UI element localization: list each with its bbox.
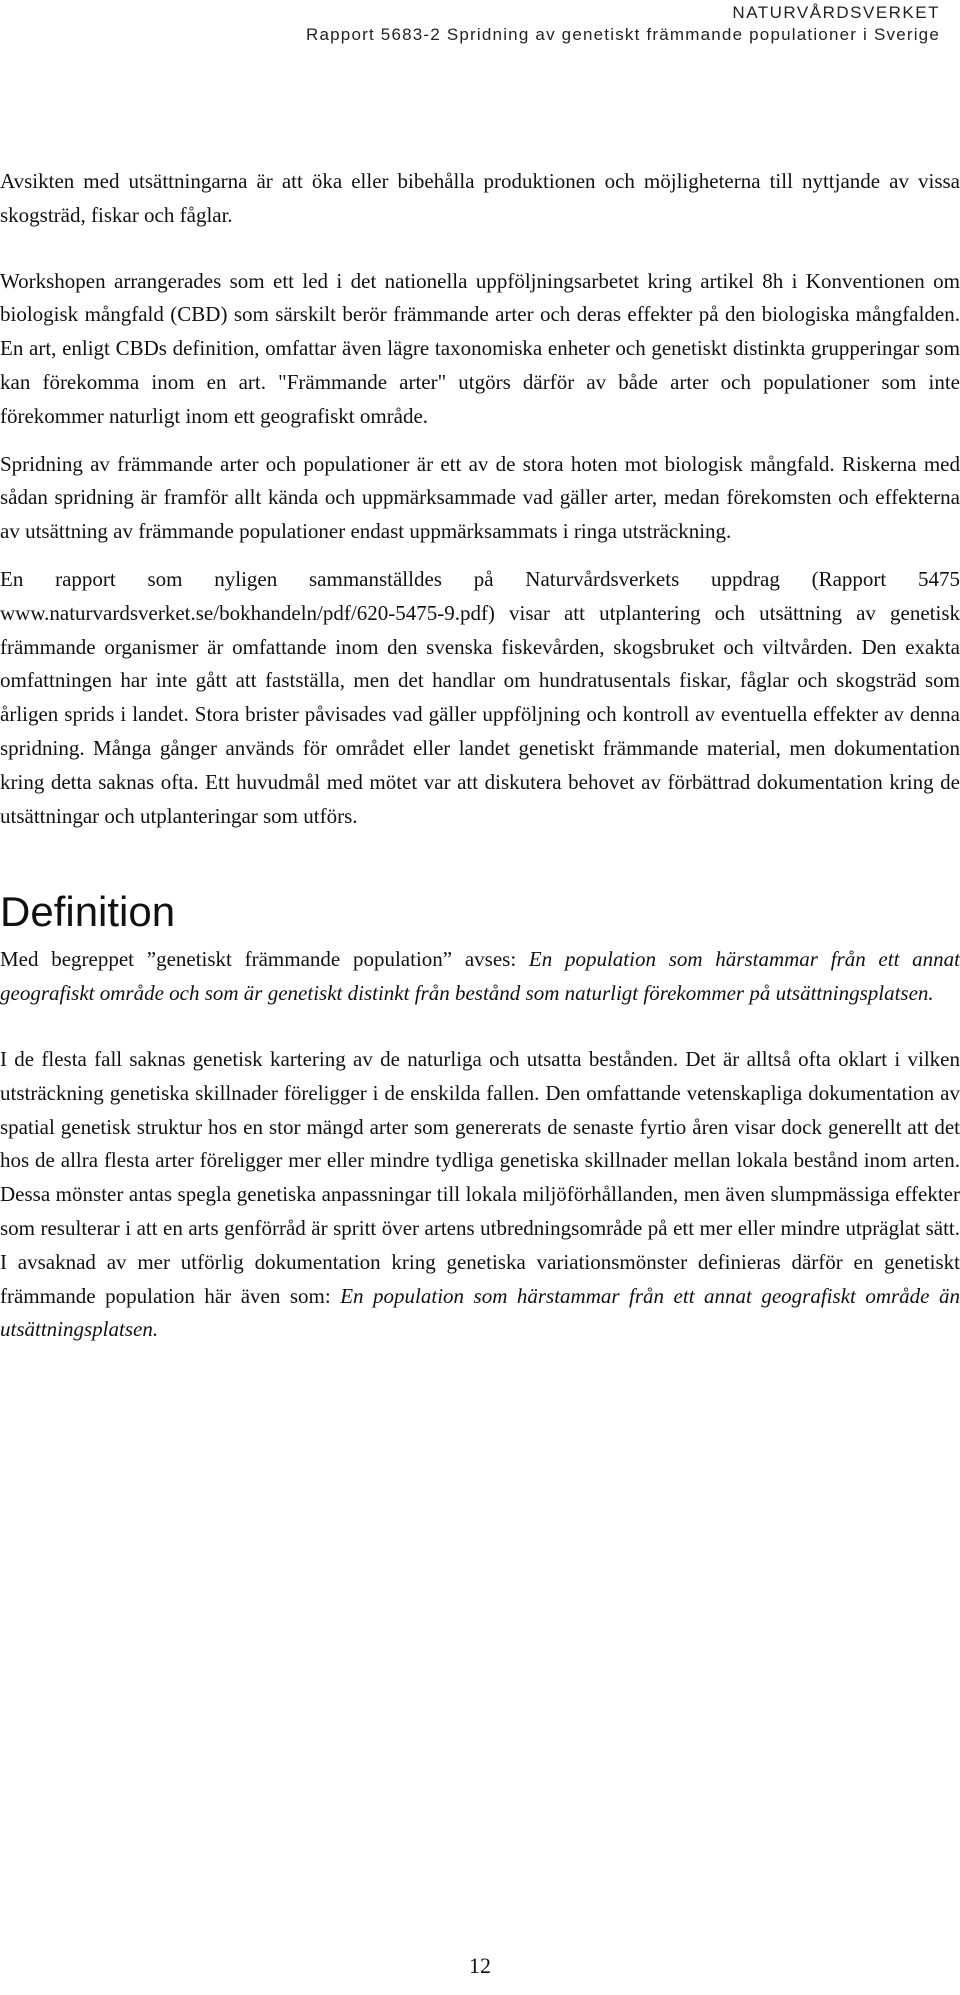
genetic-mapping-definition: En population som härstammar från ett annat geografiskt område än utsättningsplatsen.: [0, 1283, 960, 1342]
paragraph-genetic-mapping: [0, 1043, 960, 1347]
definition-text: En population som härstammar från ett annat geografiskt område och som är genetiskt distinkt från bestånd som naturligt förekommer på utsättningsplatsen.: [0, 947, 960, 1006]
paragraph-report: En rapport som nyligen sammanställdes på Naturvårdsverkets uppdrag (Rapport 5475 www.naturvardsverket.se/bokhandeln/pdf/620-5475-9.pdf) visar att utplantering och utsättning av genetisk främmande organismer är omfattande inom den svenska fiskevården, skogsbruket och viltvården. Den exakta omfattningen har inte gått att fastställa, men det handlar om hundratusentals fiskar, fåglar och skogsträd som årligen sprids i landet. Stora brister påvisades vad gäller uppföljning och kontroll av eventuella effekter av denna spridning. Många gånger används för området eller landet genetiskt främmande material, men dokumentation kring detta saknas ofta. Ett huvudmål med mötet var att diskutera behovet av förbättrad dokumentation kring de utsättningar och utplanteringar som utförs.: [0, 566, 960, 828]
definition-intro: Med begreppet ”genetiskt främmande population” avses:: [0, 947, 529, 972]
paragraph-workshop: Workshopen arrangerades som ett led i det nationella uppföljningsarbetet kring artikel 8h i Konventionen om biologisk mångfald (CBD) som särskilt berör främmande arter och deras effekter på den biologiska mångfalden. En art, enligt CBDs definition, omfattar även lägre taxonomiska enheter och genetiskt distinkta grupperingar som kan förekomma inom en art. "Främmande arter" utgörs därför av både arter och populationer som inte förekommer naturligt inom ett geografiskt område.: [0, 268, 960, 428]
genetic-mapping-text: I de flesta fall saknas genetisk kartering av de naturliga och utsatta bestånden. Det är alltså ofta oklart i vilken utsträckning genetiska skillnader föreligger i de enskilda fallen. Den omfattande vetenskapliga dokumentation av spatial genetisk struktur hos en stor mängd arter som genererats de senaste fyrtio åren visar dock generellt att det hos de allra flesta arter föreligger mer eller mindre tydliga genetiska skillnader mellan lokala bestånd inom arten. Dessa mönster antas spegla genetiska anpassningar till lokala miljöförhållanden, men även slumpmässiga effekter som resulterar i att en arts genförråd är spritt över artens utbredningsområde på ett mer eller mindre utpräglat sätt. I avsaknad av mer utförlig dokumentation kring genetiska variationsmönster definieras därför en genetiskt främmande population här även som:: [0, 1046, 960, 1308]
main-content: [0, 165, 960, 1347]
paragraph-definition: [0, 943, 960, 1011]
paragraph-spread-threat: Spridning av främmande arter och populationer är ett av de stora hoten mot biologisk mångfald. Riskerna med sådan spridning är framför allt kända och uppmärksammade vad gäller arter, medan förekomsten och effekterna av utsättning av främmande populationer endast uppmärksammats i ringa utsträckning.: [0, 451, 960, 544]
page-number: 12: [469, 1953, 491, 1978]
section-title-definition: Definition: [0, 888, 176, 936]
paragraph-purpose: Avsikten med utsättningarna är att öka eller bibehålla produktionen och möjligheterna till nyttjande av vissa skogsträd, fiskar och fåglar.: [0, 169, 960, 227]
report-title: Rapport 5683-2 Spridning av genetiskt främmande populationer i Sverige: [306, 25, 940, 44]
organization-name: NATURVÅRDSVERKET: [732, 3, 940, 22]
page-header: [306, 2, 940, 46]
